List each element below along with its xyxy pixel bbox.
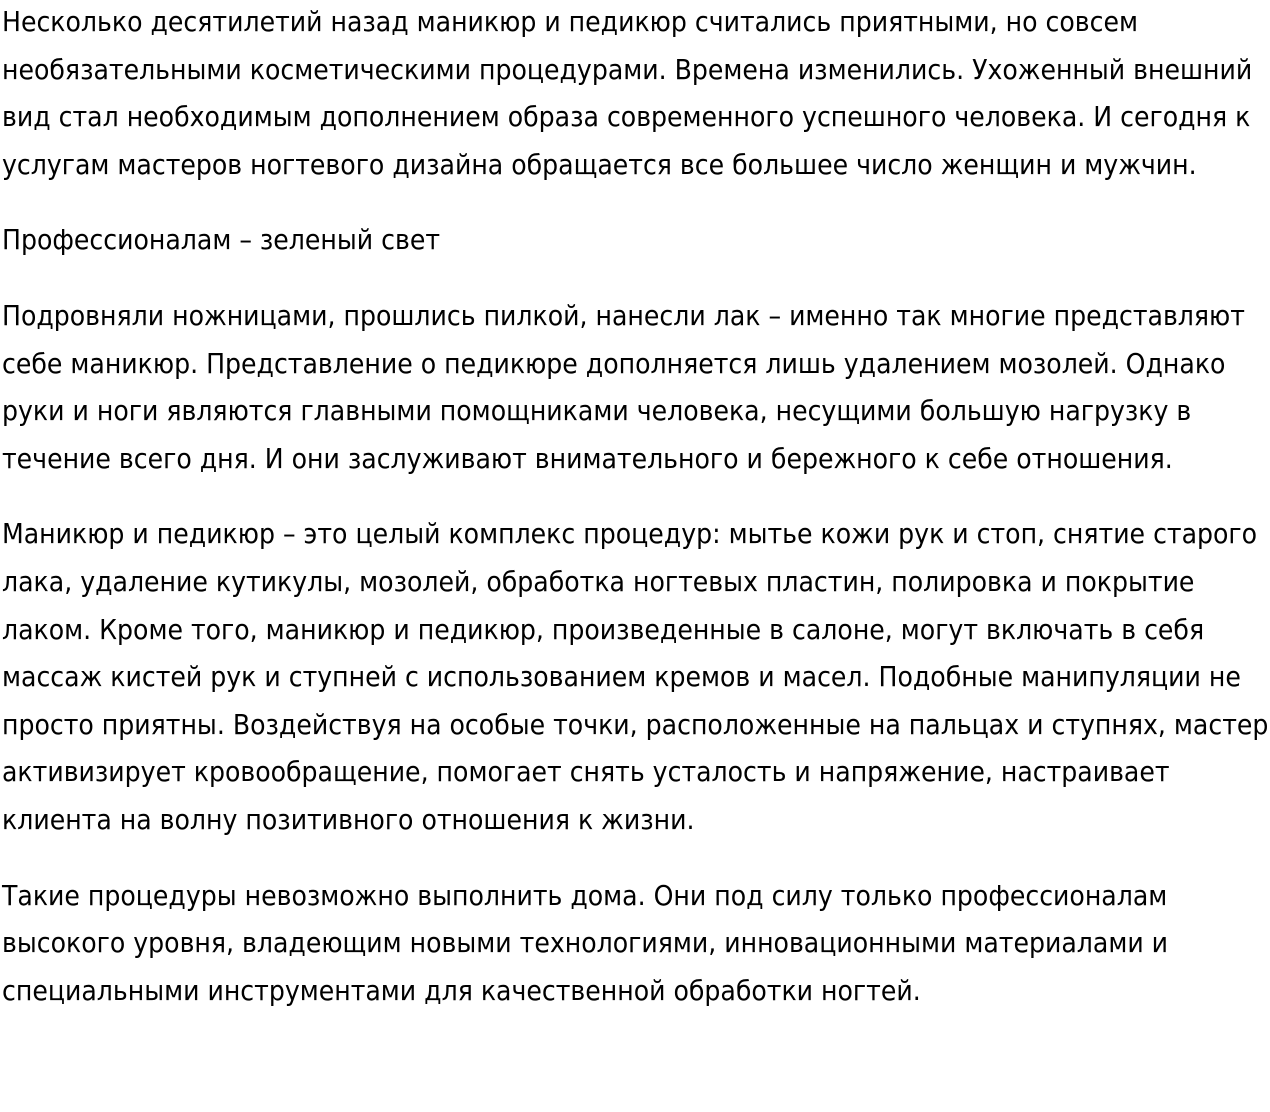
subheading-professionals-green-light: Профессионалам – зеленый свет bbox=[2, 223, 441, 257]
paragraph-intro: Несколько десятилетий назад маникюр и педикюр считались приятными, но совсем необязательными косметическими процедурами. Времена изменились. Ухоженный внешний вид стал необходимым дополнением образа современного успешного человека. И сегодня к услугам мастеров ногтевого дизайна обращается все большее число женщин и мужчин. bbox=[2, 5, 1253, 181]
paragraph-professionals-only: Такие процедуры невозможно выполнить дома. Они под силу только профессионалам высокого уровня, владеющим новыми технологиями, инновационными материалами и специальными инструментами для качественной обработки ногтей. bbox=[2, 878, 1169, 1007]
paragraph-common-perception: Подровняли ножницами, прошлись пилкой, нанесли лак – именно так многие представляют себе маникюр. Представление о педикюре дополняется лишь удалением мозолей. Однако руки и ноги являются главными помощниками человека, несущими большую нагрузку в течение всего дня. И они заслуживают внимательного и бережного к себе отношения. bbox=[2, 298, 1245, 475]
paragraph-procedure-complex: Маникюр и педикюр – это целый комплекс процедур: мытье кожи рук и стоп, снятие старого лака, удаление кутикулы, мозолей, обработка ногтевых пластин, полировка и покрытие лаком. Кроме того, маникюр и педикюр, произведенные в салоне, могут включать в себя массаж кистей рук и ступней с использованием кремов и масел. Подобные манипуляции не просто приятны. Воздействуя на особые точки, расположенные на пальцах и ступнях, мастер активизирует кровообращение, помогает снять усталость и напряжение, настраивает клиента на волну позитивного отношения к жизни. bbox=[2, 517, 1269, 836]
